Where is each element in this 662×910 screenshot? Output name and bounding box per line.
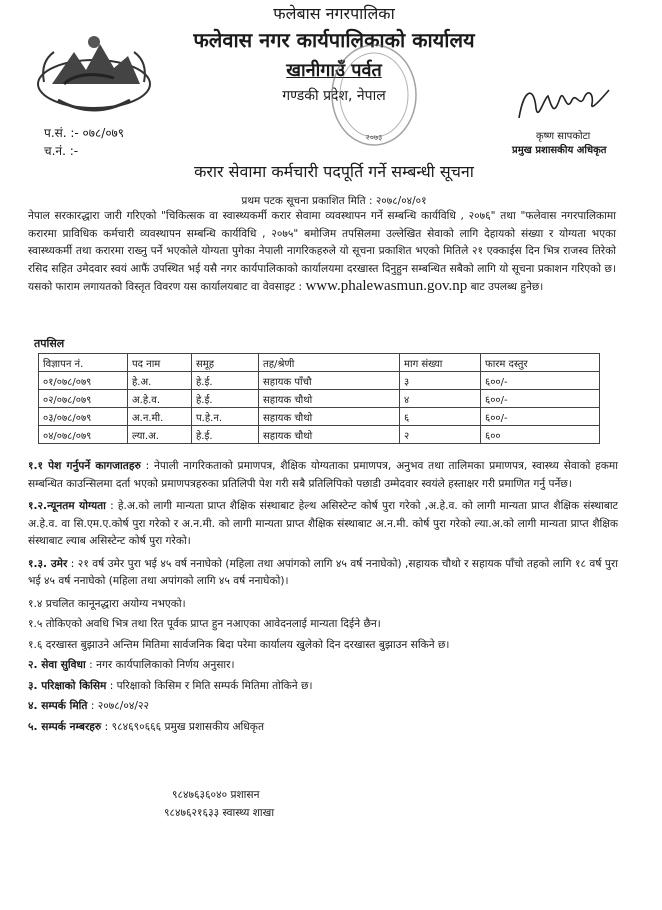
col-header-fee: फारम दस्तुर xyxy=(481,354,600,372)
signatory-name: कृष्ण सापकोटा xyxy=(536,131,591,142)
notice-title: करार सेवामा कर्मचारी पदपूर्ति गर्ने सम्बन्धी सूचना xyxy=(194,162,474,181)
item-text: : हे.अ.को लागी मान्यता प्राप्त शैक्षिक संस्थाबाट हेल्थ असिस्टेन्ट कोर्ष पुरा गरेको ,अ.हे.व. को लागी मान्यता प्राप्त शैक्षिक संस्थाबाट अ.हे.व. वा सि.एम.ए.कोर्ष पुरा गरेको र अ.न.मी. को लागी मान्यता प्राप्त शैक्षिक संस्थाबाट अ.न.मी. कोर्ष पुरा गरेको ल्या.अ.को लागी मान्यता प्राप्त शैक्षिक संस्थाबाट ल्याब असिस्टेन्ट कोर्ष पुरा गरेको। xyxy=(28,500,618,547)
table-row xyxy=(39,390,600,408)
official-stamp-icon xyxy=(324,40,424,150)
svg-text:२०७३: २०७३ xyxy=(365,133,383,142)
cell-level: सहायक पाँचौ xyxy=(259,372,400,390)
signature-icon xyxy=(514,78,614,128)
list-item xyxy=(28,458,618,493)
cell-level: सहायक चौथो xyxy=(259,426,400,444)
item-text: : नगर कार्यपालिकाको निर्णय अनुसार। xyxy=(85,659,235,671)
item-text: : परिक्षाको किसिम र मिति सम्पर्क मितिमा तोकिने छ। xyxy=(106,679,313,692)
col-header-level: तह/श्रेणी xyxy=(259,354,400,372)
cell-demand: ४ xyxy=(400,390,481,408)
item-text: : नेपाली नागरिकताको प्रमाणपत्र, शैक्षिक योग्यताका प्रमाणपत्र, अनुभव तथा तालिमका प्रमाणपत्र, स्वास्थ्य सेवाको हकमा सम्बन्धित काउन्सिलमा दर्ता भएको प्रमाणपत्रहरुका प्रतिलिपी पेश गरी सबै प्रतिलिपिको पछाडी उम्मेदवार स्वयंले हस्ताक्षर गरी प्रमाणित गर्नु पर्नेछ। xyxy=(28,460,618,490)
col-header-group: समूह xyxy=(192,354,259,372)
cell-post: ल्या.अ. xyxy=(128,426,192,444)
item-label: ४. सम्पर्क मिति xyxy=(28,700,88,712)
item-label: ३. परिक्षाको किसिम xyxy=(28,679,107,692)
cell-group: हे.ई. xyxy=(192,390,259,408)
table-caption: तपसिल xyxy=(34,337,65,350)
col-header-post: पद नाम xyxy=(128,354,192,372)
item-label: १.१ पेश गर्नुपर्ने कागजातहरु xyxy=(28,460,141,472)
cell-post: अ.हे.व. xyxy=(128,390,192,408)
cell-level: सहायक चौथो xyxy=(259,408,400,426)
contact-health-section: ९८४७६२१६३३ स्वास्थ्य शाखा xyxy=(164,807,275,819)
cell-demand: ६ xyxy=(400,408,481,426)
publish-date: प्रथम पटक सूचना प्रकाशित मिति : २०७८/०४/०१ xyxy=(241,195,427,207)
list-item: १.४ प्रचलित कानूनद्धारा अयोग्य नभएको। xyxy=(28,597,186,610)
list-item: १.६ दरखास्त बुझाउने अन्तिम मितिमा सार्वजनिक बिदा परेमा कार्यालय खुलेको दिन दरखास्त बुझाउन सकिने छ। xyxy=(28,638,450,651)
col-header-demand: माग संख्या xyxy=(400,354,481,372)
notice-body-tail: बाट उपलब्ध हुनेछ। xyxy=(467,281,544,293)
cell-post: अ.न.मी. xyxy=(128,408,192,426)
notice-page xyxy=(24,0,644,910)
signatory-title: प्रमुख प्रशासकीय अधिकृत xyxy=(512,145,607,156)
list-item xyxy=(28,657,618,675)
cell-ad-no: ०२/०७८/०७९ xyxy=(39,390,128,408)
cell-demand: ३ xyxy=(400,372,481,390)
cell-fee: ६००/- xyxy=(481,372,600,390)
cell-fee: ६००/- xyxy=(481,408,600,426)
cell-fee: ६०० xyxy=(481,426,600,444)
list-item xyxy=(28,678,618,696)
list-item xyxy=(28,556,618,591)
cell-fee: ६००/- xyxy=(481,390,600,408)
cell-ad-no: ०१/०७८/०७९ xyxy=(39,372,128,390)
vacancy-table xyxy=(38,353,600,444)
cell-level: सहायक चौथो xyxy=(259,390,400,408)
municipality-name: फलेबास नगरपालिका xyxy=(273,4,395,23)
cell-ad-no: ०४/०७८/०७९ xyxy=(39,426,128,444)
table-row xyxy=(39,372,600,390)
contact-administration: ९८४७६३६०४० प्रशासन xyxy=(172,789,260,801)
list-item xyxy=(28,498,618,551)
notice-body xyxy=(28,208,616,297)
table-row xyxy=(39,426,600,444)
item-text: : २०७८/०४/२२ xyxy=(87,700,149,712)
item-text: : ९८४६९०६६६ प्रमुख प्रशासकीय अधिकृत xyxy=(101,720,264,733)
cell-group: प.हे.न. xyxy=(192,408,259,426)
cell-group: हे.ई. xyxy=(192,372,259,390)
office-title: फलेवास नगर कार्यपालिकाको कार्यालय xyxy=(193,28,475,52)
list-item: १.५ तोकिएको अवधि भित्र तथा रित पूर्वक प्राप्त हुन नआएका आवेदनलाई मान्यता दिईने छैन। xyxy=(28,618,381,630)
reference-number: प.सं. :- ०७८/०७९ xyxy=(44,126,125,140)
cell-ad-no: ०३/०७८/०७९ xyxy=(39,408,128,426)
table-header-row xyxy=(39,354,600,372)
requirements-list xyxy=(28,458,618,739)
cell-demand: २ xyxy=(400,426,481,444)
item-label: २. सेवा सुविधा xyxy=(28,659,86,671)
province-country: गण्डकी प्रदेश, नेपाल xyxy=(282,88,386,104)
website-link[interactable]: www.phalewasmun.gov.np xyxy=(305,278,468,294)
notice-body-text: नेपाल सरकारद्धारा जारी गरिएको "चिकित्सक वा स्वास्थ्यकर्मी करार सेवामा व्यवस्थापन गर्ने सम्बन्धि कार्यविधि , २०७६" तथा "फलेवास नगरपालिकामा करारमा प्राविधिक कर्मचारी व्यवस्थापन सम्बन्धि कार्यविधि , २०७५" बमोजिम तपसिलमा उल्लेखित सेवाको लागि देहायको संख्या र योग्यता भएका स्वास्थ्यकर्मी तथा करारमा राख्नु पर्ने भएकोले योग्यता पुगेका नेपाली नागरिकहरुले यो सूचना प्रकाशित भएको मितिले २१ एक्काईस दिन भित्र राजस्व तिरेको रसिद सहित उमेदवार स्वयं आफैं उपस्थित भई यसै नगर कार्यपालिकाको कार्यालयमा दरखास्त दिनुहुन सम्बन्धित सबैको लागि यो सूचना प्रकाशन गरिएको छ। यसको फाराम लगायतको विस्तृत विवरण यस कार्यालयबाट वा वेवसाइट : xyxy=(28,210,616,293)
cell-group: हे.ई. xyxy=(192,426,259,444)
office-location: खानीगाउँ पर्वत xyxy=(286,60,382,81)
col-header-ad-no: विज्ञापन नं. xyxy=(39,354,128,372)
item-label: १.३. उमेर xyxy=(28,557,68,570)
item-text: : २१ वर्ष उमेर पुरा भई ४५ वर्ष ननाघेको (महिला तथा अपांगको लागि ४५ वर्ष ननाघेको) ,सहायक चौथो र सहायक पाँचो तहको लागि १८ वर्ष पुरा भई ४५ वर्ष ननाघेको (महिला तथा अपांगको लागि ४५ वर्ष ननाघेको)। xyxy=(28,557,618,587)
item-label: ५. सम्पर्क नम्बरहरु xyxy=(28,720,102,733)
item-label: १.२.न्यूनतम योग्यता xyxy=(28,500,106,512)
dispatch-number: च.नं. :- xyxy=(44,144,79,158)
list-item xyxy=(28,698,618,716)
list-item xyxy=(28,719,618,737)
cell-post: हे.अ. xyxy=(128,372,192,390)
table-row xyxy=(39,408,600,426)
